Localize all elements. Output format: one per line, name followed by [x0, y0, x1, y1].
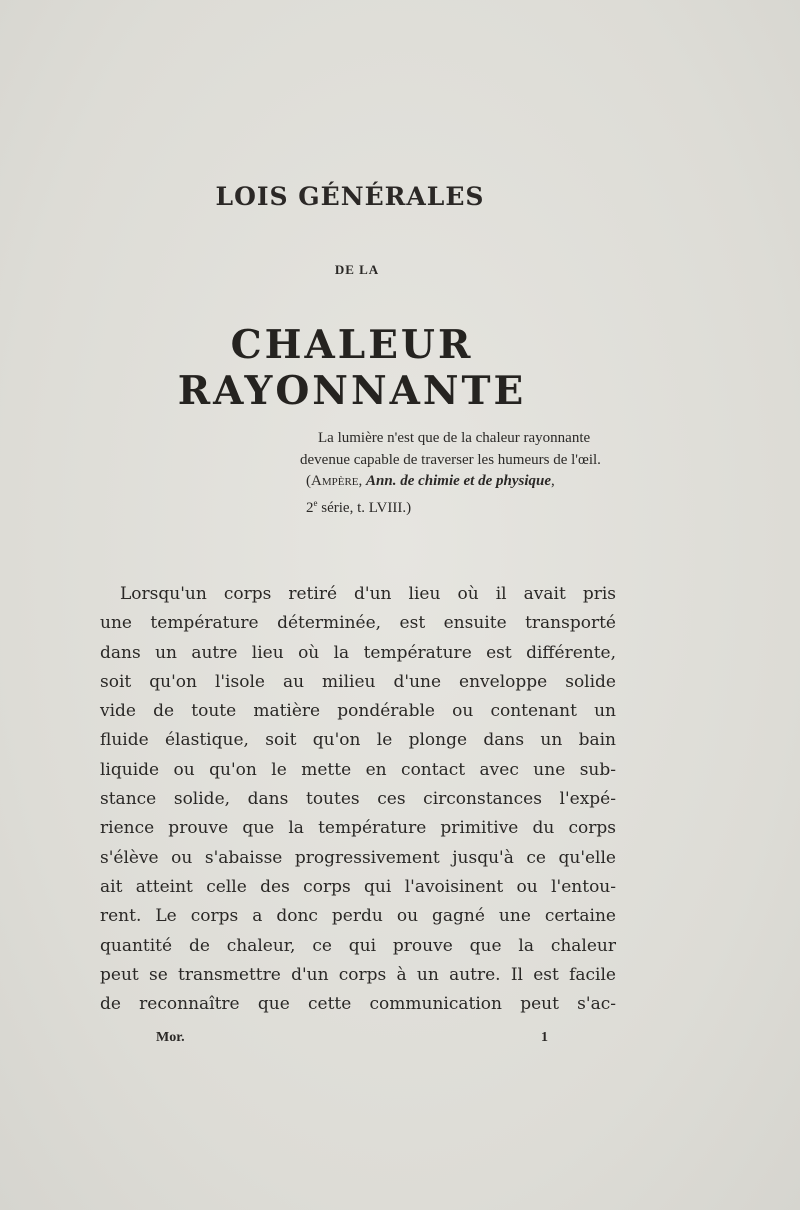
body-line: liquide ou qu'on le mette en contact avec une sub-: [100, 759, 616, 780]
open-paren: (: [306, 473, 311, 489]
epigraph-work: Ann. de chimie et de physique: [366, 473, 552, 489]
title-line-2: DE LA: [334, 262, 380, 277]
sheet-number: 1: [541, 1030, 548, 1045]
body-line: une température déterminée, est ensuite transporté: [100, 613, 616, 634]
body-line: vide de toute matière pondérable ou contenant un: [100, 701, 616, 722]
series-rest: série, t. LVIII.): [317, 499, 412, 516]
citation-end: ,: [551, 473, 555, 489]
epigraph-series: [300, 493, 630, 520]
title-line-1: LOIS GÉNÉRALES: [215, 182, 485, 211]
epigraph-author: Ampère: [311, 473, 359, 489]
epigraph-line-2: devenue capable de traverser les humeurs de l'œil.: [300, 451, 601, 468]
body-line: fluide élastique, soit qu'on le plonge dans un bain: [100, 730, 616, 751]
body-line: dans un autre lieu où la température est différente,: [100, 642, 616, 663]
epigraph-citation: [300, 471, 630, 493]
signature-mark: Mor.: [156, 1030, 185, 1045]
body-line: soit qu'on l'isole au milieu d'une enveloppe solide: [100, 671, 616, 692]
series-superscript: e: [313, 497, 318, 508]
body-line: ait atteint celle des corps qui l'avoisinent ou l'entou-: [100, 876, 616, 897]
title-line-3: CHALEUR RAYONNANTE: [177, 322, 527, 414]
body-line: de reconnaître que cette communication peut s'ac-: [100, 994, 616, 1015]
epigraph-line-1: La lumière n'est que de la chaleur rayonnante: [318, 430, 591, 446]
body-line: stance solide, dans toutes ces circonstances l'expé-: [100, 789, 616, 810]
series-number: 2: [306, 499, 314, 516]
body-paragraph: [100, 580, 616, 1019]
body-line: s'élève ou s'abaisse progressivement jusqu'à ce qu'elle: [100, 847, 616, 868]
body-line: Lorsqu'un corps retiré d'un lieu où il avait pris: [120, 584, 616, 604]
body-line: peut se transmettre d'un corps à un autre. Il est facile: [100, 964, 616, 985]
body-line: rent. Le corps a donc perdu ou gagné une certaine: [100, 906, 616, 927]
body-line: quantité de chaleur, ce qui prouve que la chaleur: [100, 935, 616, 956]
citation-separator: ,: [358, 473, 367, 489]
body-line: rience prouve que la température primitive du corps: [100, 818, 616, 839]
epigraph: [300, 428, 630, 519]
